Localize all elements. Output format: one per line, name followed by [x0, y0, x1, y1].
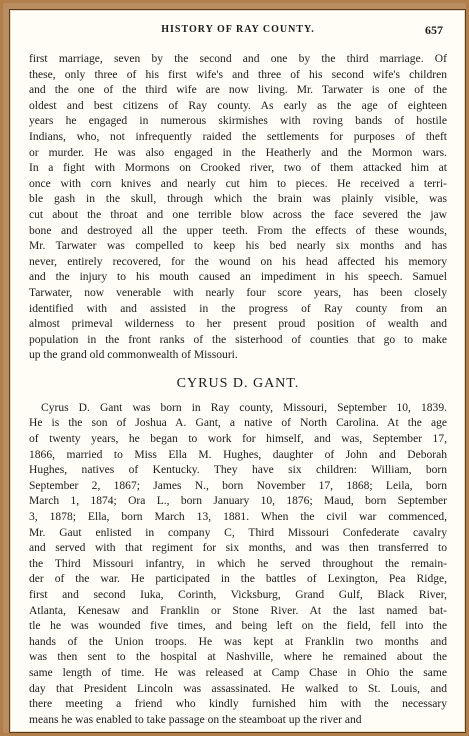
- text-line: 1866, married to Miss Ella M. Hughes, daughter of John and Deborah: [29, 448, 447, 461]
- section-paragraph: [29, 401, 447, 728]
- book-page: [9, 9, 466, 733]
- text-line: Mr. Tarwater was compelled to keep his bed nearly six months and has: [29, 240, 447, 253]
- text-line: He is the son of Joshua A. Gant, a native of North Carolina. At the age: [29, 417, 447, 430]
- text-line: or murder. He was also engaged in the Heatherly and the Mormon wars.: [29, 146, 447, 159]
- text-line: was then sent to the hospital at Nashville, where he remained about the: [29, 651, 447, 664]
- text-line: tle he was wounded five times, and being left on the field, fell into the: [29, 620, 447, 633]
- text-line: identified with and assisted in the progress of Ray county from an: [29, 302, 447, 315]
- text-line: these, only three of his first wife's and three of his second wife's children: [29, 68, 447, 81]
- text-line: der of the war. He participated in the battles of Lexington, Pea Ridge,: [29, 573, 447, 586]
- continuation-paragraph: [29, 52, 447, 364]
- text-line: March 1, 1874; Ora L., born January 10, 1876; Maud, born September: [29, 495, 447, 508]
- text-line: first marriage, seven by the second and one by the third marriage. Of: [29, 53, 447, 65]
- page-number: 657: [425, 23, 443, 37]
- text-line: years he engaged in numerous skirmishes with roving bands of hostile: [29, 115, 447, 128]
- text-line: and the one of the third wife are now living. Mr. Tarwater is one of the: [29, 84, 447, 97]
- text-line: Tarwater, now venerable with nearly four score years, has been closely: [29, 286, 447, 299]
- text-line: bone and destroyed all the upper teeth. From the effects of these wounds,: [29, 224, 447, 237]
- text-line: the Third Missouri infantry, in which he served throughout the remain-: [29, 557, 447, 570]
- text-line: population in the front ranks of the sisterhood of counties that go to make: [29, 333, 447, 346]
- text-line: and the injury to his mouth caused an impediment in his speech. Samuel: [29, 271, 447, 284]
- text-line: means he was enabled to take passage on the steamboat up the river and: [29, 713, 362, 726]
- text-line: almost primeval wilderness to her present proud position of wealth and: [29, 318, 447, 331]
- text-line: oldest and best citizens of Ray county. As early as the age of eighteen: [29, 99, 447, 112]
- text-line: of twenty years, he began to work for himself, and was, September 17,: [29, 433, 447, 446]
- text-line: cut about the throat and one terrible blow across the face severed the jaw: [29, 208, 447, 221]
- text-line: Cyrus D. Gant was born in Ray county, Missouri, September 10, 1839.: [41, 401, 447, 414]
- section-heading: CYRUS D. GANT.: [176, 375, 300, 391]
- running-head: [29, 24, 447, 40]
- text-line: never, entirely recovered, for the wound on his head affected his memory: [29, 255, 447, 268]
- text-line: Indians, who, not infrequently raided the settlements for purposes of theft: [29, 130, 447, 143]
- text-line: first and second Iuka, Corinth, Vicksburg, Grand Gulf, Black River,: [29, 589, 447, 601]
- text-line: September 2, 1867; James N., born November 17, 1868; Leila, born: [29, 479, 447, 492]
- text-line: day that President Lincoln was assassinated. He walked to St. Louis, and: [29, 682, 447, 695]
- text-line: 3, 1878; Ella, born March 13, 1881. When the civil war commenced,: [29, 511, 447, 524]
- text-line: and served with that regiment for six months, and was then transferred to: [29, 542, 447, 555]
- text-line: Atlanta, Kenesaw and Franklin or Stone River. At the last named bat-: [29, 604, 447, 617]
- text-line: there meeting a friend who kindly furnished him with the necessary: [29, 698, 447, 711]
- text-line: Hughes, natives of Kentucky. They have six children: William, born: [29, 464, 447, 477]
- text-line: Mr. Gaut enlisted in company C, Third Missouri Confederate cavalry: [29, 526, 447, 539]
- text-line: once with corn knives and nearly cut him to pieces. He received a terri-: [29, 177, 447, 190]
- text-line: hands of the Union troops. He was kept at Franklin two months and: [29, 635, 447, 648]
- text-line: up the grand old commonwealth of Missouri.: [29, 349, 238, 362]
- running-head-title: HISTORY OF RAY COUNTY.: [161, 24, 315, 35]
- text-line: same length of time. He was released at Camp Chase in Ohio the same: [29, 666, 447, 679]
- text-line: ble gash in the skull, through which the brain was plainly visible, was: [29, 193, 447, 206]
- text-line: In a fight with Mormons on Crooked river, two of them attacked him at: [29, 162, 447, 175]
